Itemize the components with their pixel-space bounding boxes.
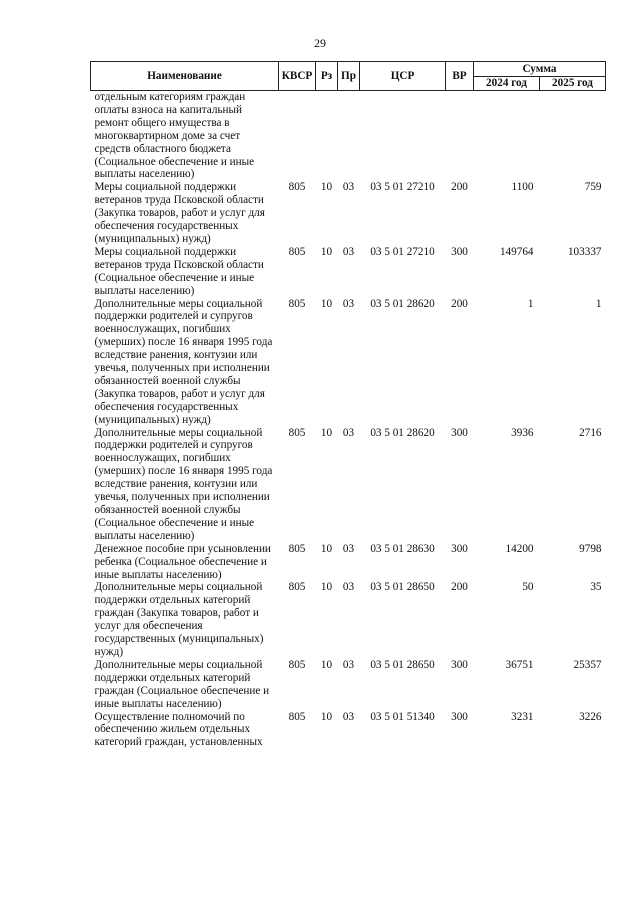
- row-vr: 300: [451, 245, 468, 258]
- row-rz: 10: [320, 581, 333, 594]
- row-rz: 10: [320, 542, 333, 555]
- row-name: Дополнительные меры социальной поддержки родителей и супругов военнослужащих, погибших (умерших) после 16 января 1995 года вследствие ранения, контузии или увечья, полученных при исполнении обязанностей военной службы (Закупка товаров, работ и услуг для обеспечения государственных (муниципальных) нужд): [94, 297, 273, 426]
- row-pr: 03: [342, 710, 355, 723]
- header-rz: Рз: [316, 62, 338, 91]
- header-kvsr: КВСР: [279, 62, 316, 91]
- row-vr: 300: [451, 426, 468, 439]
- row-pr: 03: [342, 297, 355, 310]
- row-csr: 03 5 01 28620: [370, 297, 435, 310]
- table-row: [91, 543, 606, 582]
- row-sum-2024: 1: [527, 297, 534, 310]
- row-csr: 03 5 01 28620: [370, 426, 435, 439]
- row-kvsr: 805: [288, 245, 306, 258]
- table-row: [91, 246, 606, 298]
- header-csr: ЦСР: [360, 62, 446, 91]
- row-sum-2025: 1: [595, 297, 602, 310]
- row-name: Меры социальной поддержки ветеранов труда Псковской области (Закупка товаров, работ и услуг для обеспечения государственных (муниципальных) нужд): [94, 181, 265, 245]
- row-rz: 10: [320, 297, 333, 310]
- row-sum-2025: 25357: [573, 658, 602, 671]
- row-sum-2024: 14200: [505, 542, 534, 555]
- row-sum-2025: 2716: [579, 426, 602, 439]
- row-pr: 03: [342, 245, 355, 258]
- header-pr: Пр: [338, 62, 360, 91]
- row-kvsr: 805: [288, 658, 306, 671]
- table-row: [91, 659, 606, 711]
- row-name: Денежное пособие при усыновлении ребенка (Социальное обеспечение и иные выплаты населению): [94, 542, 271, 581]
- header-name: Наименование: [91, 62, 279, 91]
- table-row: [91, 91, 606, 182]
- row-rz: 10: [320, 426, 333, 439]
- row-sum-2025: 35: [590, 581, 602, 594]
- row-kvsr: [279, 91, 316, 182]
- row-name: Меры социальной поддержки ветеранов труда Псковской области (Социальное обеспечение и иные выплаты населению): [94, 245, 264, 297]
- row-name: Дополнительные меры социальной поддержки отдельных категорий граждан (Социальное обеспечение и иные выплаты населению): [94, 658, 270, 710]
- row-rz: 10: [320, 245, 333, 258]
- table-row: [91, 711, 606, 750]
- row-kvsr: 805: [288, 710, 306, 723]
- row-csr: 03 5 01 27210: [370, 245, 435, 258]
- row-sum-2025: 759: [584, 181, 602, 194]
- row-csr: 03 5 01 28630: [370, 542, 435, 555]
- header-year-2024: 2024 год: [474, 77, 540, 91]
- row-sum-2025: 3226: [579, 710, 602, 723]
- row-sum-2024: 36751: [505, 658, 534, 671]
- row-sum-2024: 50: [522, 581, 534, 594]
- row-pr: 03: [342, 181, 355, 194]
- row-pr: 03: [342, 658, 355, 671]
- row-kvsr: 805: [288, 542, 306, 555]
- row-vr: 300: [451, 542, 468, 555]
- row-csr: 03 5 01 28650: [370, 581, 435, 594]
- row-vr: 200: [451, 297, 468, 310]
- row-csr: [360, 91, 446, 182]
- row-vr: 200: [451, 181, 468, 194]
- row-name: Дополнительные меры социальной поддержки родителей и супругов военнослужащих, погибших (умерших) после 16 января 1995 года вследствие ранения, контузии или увечья, полученных при исполнении обязанностей военной службы (Социальное обеспечение и иные выплаты населению): [94, 426, 273, 542]
- row-vr: 200: [451, 581, 468, 594]
- row-csr: 03 5 01 51340: [370, 710, 435, 723]
- table-header: [91, 62, 606, 91]
- row-pr: [338, 91, 360, 182]
- row-sum-2025: [540, 91, 606, 182]
- budget-table: [90, 61, 606, 749]
- row-rz: 10: [320, 181, 333, 194]
- row-kvsr: 805: [288, 181, 306, 194]
- header-sum: Сумма: [474, 62, 606, 77]
- row-sum-2025: 103337: [567, 245, 602, 258]
- row-kvsr: 805: [288, 581, 306, 594]
- row-vr: 300: [451, 710, 468, 723]
- row-vr: [446, 91, 474, 182]
- row-rz: 10: [320, 658, 333, 671]
- row-name: Осуществление полномочий по обеспечению жильем отдельных категорий граждан, установленных: [94, 710, 263, 749]
- page-number: 29: [314, 36, 326, 50]
- table-row: [91, 181, 606, 246]
- row-pr: 03: [342, 426, 355, 439]
- row-sum-2024: [474, 91, 540, 182]
- row-sum-2024: 3231: [511, 710, 534, 723]
- row-sum-2024: 1100: [511, 181, 534, 194]
- row-rz: 10: [320, 710, 333, 723]
- row-vr: 300: [451, 658, 468, 671]
- row-sum-2025: 9798: [579, 542, 602, 555]
- row-kvsr: 805: [288, 426, 306, 439]
- row-sum-2024: 3936: [511, 426, 534, 439]
- header-vr: ВР: [446, 62, 474, 91]
- row-sum-2024: 149764: [499, 245, 534, 258]
- row-kvsr: 805: [288, 297, 306, 310]
- header-year-2025: 2025 год: [540, 77, 606, 91]
- row-rz: [316, 91, 338, 182]
- table-body: [91, 91, 606, 750]
- row-pr: 03: [342, 542, 355, 555]
- table-row: [91, 298, 606, 427]
- table-row: [91, 427, 606, 543]
- row-name: отдельным категориям граждан оплаты взноса на капитальный ремонт общего имущества в многоквартирном доме за счет средств областного бюджета (Социальное обеспечение и иные выплаты населению): [94, 91, 255, 181]
- row-csr: 03 5 01 27210: [370, 181, 435, 194]
- table-row: [91, 581, 606, 658]
- row-pr: 03: [342, 581, 355, 594]
- row-csr: 03 5 01 28650: [370, 658, 435, 671]
- row-name: Дополнительные меры социальной поддержки отдельных категорий граждан (Закупка товаров, работ и услуг для обеспечения государственных (муниципальных) нужд): [94, 581, 264, 658]
